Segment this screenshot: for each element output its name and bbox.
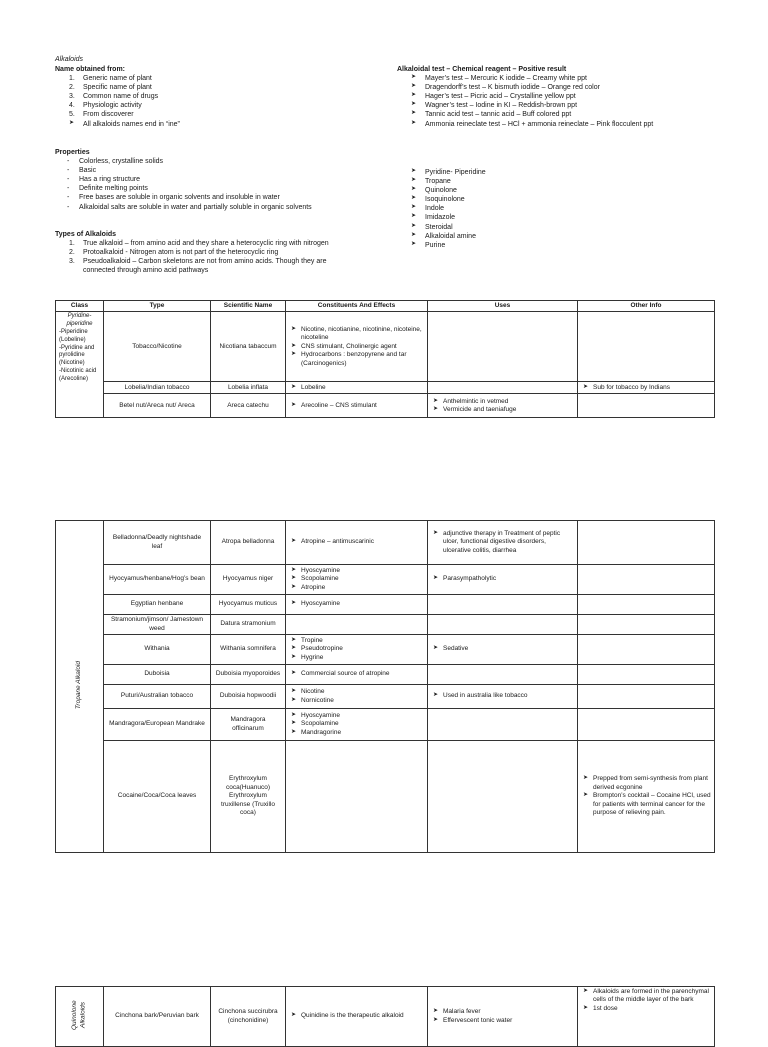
other-info-cell [578, 521, 715, 565]
list-item: ➤ Sub for tobacco by Indians [581, 384, 711, 392]
list-item: ➤ Quinolone [411, 186, 486, 195]
constituents-cell [286, 635, 428, 665]
list-item: ➤ Parasympatholytic [431, 575, 574, 583]
constituents-cell [286, 741, 428, 853]
constituents-list [289, 712, 424, 737]
class-title: Pyridine-piperidine [66, 313, 93, 328]
item-text: Specific name of plant [83, 84, 152, 92]
table-row [56, 382, 715, 394]
uses-cell [428, 615, 578, 635]
list-item: ➤ Lobeline [289, 384, 424, 392]
scientific-name-cell: Cinchona succirubra (cinchonidine) [211, 987, 286, 1047]
class-cell [56, 312, 104, 418]
table-row [56, 394, 715, 418]
list-item: ➤ adjunctive therapy in Treatment of peptic ulcer, functional digestive disorders, ulcerative colitis, diarrhea [431, 530, 574, 555]
uses-cell [428, 565, 578, 595]
list-item: ➤ Nornicotine [289, 697, 424, 705]
other-info-cell [578, 709, 715, 741]
list-item: ➤ Pyridine- Piperidine [411, 168, 486, 177]
scientific-name-cell: Hyocyamus muticus [211, 595, 286, 615]
uses-cell [428, 312, 578, 382]
properties-section-heading: Properties [55, 149, 90, 156]
list-item [69, 101, 355, 110]
tests-section [397, 65, 737, 129]
constituents-cell [286, 521, 428, 565]
class-cell [56, 987, 104, 1047]
constituents-list [289, 567, 424, 592]
uses-cell [428, 394, 578, 418]
constituents-list [289, 688, 424, 705]
list-item [69, 248, 385, 257]
list-item: ➤ Isoquinolone [411, 195, 486, 204]
class-label: Tropane Alkaloid [75, 660, 83, 709]
uses-cell [428, 595, 578, 615]
list-item [69, 83, 355, 92]
name-section [55, 65, 355, 129]
constituents-list [289, 600, 424, 608]
constituents-cell [286, 595, 428, 615]
list-item: ➤ Tannic acid test – tannic acid – Buff colored ppt [411, 110, 737, 119]
scientific-name-cell: Nicotiana tabaccum [211, 312, 286, 382]
class-subtype: -Piperidine (Lobeline) [59, 329, 88, 343]
list-item [69, 110, 355, 119]
uses-list [431, 645, 574, 653]
list-item: ➤ Alkaloids are formed in the parenchymal cells of the middle layer of the bark [581, 988, 711, 1005]
uses-list [431, 398, 574, 415]
list-item: ➤ Scopolamine [289, 575, 424, 583]
scientific-name-cell: Hyocyamus niger [211, 565, 286, 595]
table-row [56, 987, 715, 1047]
item-number: 4. [69, 102, 75, 110]
other-info-cell [578, 565, 715, 595]
constituents-cell [286, 382, 428, 394]
item-number: 2. [69, 249, 75, 257]
scientific-name-cell: Mandragora officinarum [211, 709, 286, 741]
table-row [56, 635, 715, 665]
other-info-cell [578, 382, 715, 394]
uses-list [431, 1008, 574, 1025]
alkaloid-classes-list [411, 168, 486, 250]
type-cell: Cocaine/Coca/Coca leaves [104, 741, 211, 853]
list-item [69, 239, 385, 248]
type-cell: Puturi/Australian tobacco [104, 685, 211, 709]
item-text: Physiologic activity [83, 102, 142, 110]
column-header: Other Info [578, 301, 715, 312]
list-item [69, 120, 355, 129]
type-cell: Withania [104, 635, 211, 665]
list-item: ➤ Hyoscyamine [289, 600, 424, 608]
item-number: 1. [69, 75, 75, 83]
list-item: ➤ Anthelmintic in vetmed [431, 398, 574, 406]
list-item: ➤ Purine [411, 241, 486, 250]
uses-cell [428, 685, 578, 709]
item-number: 3. [69, 258, 75, 266]
table-row [56, 615, 715, 635]
other-info-list [581, 384, 711, 392]
item-text: Common name of drugs [83, 93, 159, 101]
item-text: True alkaloid – from amino acid and they share a heterocyclic ring with nitrogen [83, 240, 329, 248]
list-item: ➤ Nicotine [289, 688, 424, 696]
constituents-cell [286, 685, 428, 709]
column-header: Constituents And Effects [286, 301, 428, 312]
other-info-cell [578, 635, 715, 665]
list-item: ➤ Nicotine, nicotianine, nicotinine, nicoteine, nicoteline [289, 326, 424, 343]
list-item: ➤ Atropine – antimuscarinic [289, 538, 424, 546]
list-item: ➤ Effervescent tonic water [431, 1017, 574, 1025]
class-subtype: -Nicotinic acid (Arecoline) [59, 368, 97, 382]
quinolone-table [55, 986, 715, 1047]
tests-section-heading: Alkaloidal test – Chemical reagent – Positive result [397, 66, 567, 73]
table-row [56, 521, 715, 565]
constituents-list [289, 326, 424, 368]
list-item: ➤ Hygrine [289, 654, 424, 662]
list-item: ➤ Alkaloidal amine [411, 232, 486, 241]
tests-list [411, 74, 737, 129]
list-item: ➤ Commercial source of atropine [289, 670, 424, 678]
table-row [56, 312, 715, 382]
constituents-list [289, 670, 424, 678]
scientific-name-cell: Withania somnifera [211, 635, 286, 665]
type-cell: Cinchona bark/Peruvian bark [104, 987, 211, 1047]
scientific-name-cell: Duboisia myoporoides [211, 665, 286, 685]
list-item: - Alkaloidal salts are soluble in water and partially soluble in organic solvents [65, 203, 385, 212]
tropane-table [55, 520, 715, 853]
list-item: ➤ Brompton’s cocktail – Cocaine HCl, used for patients with terminal cancer for the purpose of relieving pain. [581, 792, 711, 817]
item-text: Pseudoalkaloid – Carbon skeletons are not from amino acids. Though they are [83, 258, 327, 266]
uses-cell [428, 665, 578, 685]
column-header: Scientific Name [211, 301, 286, 312]
item-number: 2. [69, 84, 75, 92]
table-row [56, 685, 715, 709]
constituents-cell [286, 394, 428, 418]
arrow-icon: ➤ [69, 119, 75, 126]
scientific-name-cell: Datura stramonium [211, 615, 286, 635]
column-header: Class [56, 301, 104, 312]
scientific-name-cell: Areca catechu [211, 394, 286, 418]
list-item: ➤ Hyoscyamine [289, 567, 424, 575]
list-item: - Basic [65, 166, 385, 175]
list-item: ➤ Pseudotropine [289, 645, 424, 653]
types-section [55, 230, 385, 275]
list-item: - Colorless, crystalline solids [65, 157, 385, 166]
uses-list [431, 575, 574, 583]
constituents-list [289, 637, 424, 662]
list-item: ➤ Quinidine is the therapeutic alkaloid [289, 1012, 424, 1020]
document-title: Alkaloids [55, 56, 84, 63]
uses-cell [428, 709, 578, 741]
constituents-list [289, 1012, 424, 1020]
uses-cell [428, 382, 578, 394]
table-row [56, 709, 715, 741]
list-item: ➤ CNS stimulant, Cholinergic agent [289, 343, 424, 351]
other-info-cell [578, 394, 715, 418]
scientific-name-cell: Lobelia inflata [211, 382, 286, 394]
uses-cell [428, 987, 578, 1047]
list-item: ➤ Atropine [289, 584, 424, 592]
item-text: All alkaloids names end in “ine” [83, 120, 180, 128]
type-cell: Belladonna/Deadly nightshade leaf [104, 521, 211, 565]
item-text: From discoverer [83, 111, 134, 119]
list-item: ➤ Ammonia reineclate test – HCl + ammonia reineclate – Pink flocculent ppt [411, 120, 737, 129]
other-info-cell [578, 987, 715, 1047]
type-cell: Tobacco/Nicotine [104, 312, 211, 382]
other-info-cell [578, 615, 715, 635]
properties-list [65, 157, 385, 212]
uses-list [431, 692, 574, 700]
other-info-list [581, 775, 711, 817]
type-cell: Duboisia [104, 665, 211, 685]
constituents-cell [286, 565, 428, 595]
item-text: Protoalkaloid - Nitrogen atom is not part of the heterocyclic ring [83, 249, 279, 257]
type-cell: Stramonium/jimson/ Jamestown weed [104, 615, 211, 635]
constituents-list [289, 384, 424, 392]
list-item: ➤ Prepped from semi-synthesis from plant derived ecgonine [581, 775, 711, 792]
other-info-cell [578, 741, 715, 853]
list-item [69, 257, 385, 275]
list-item: ➤ Sedative [431, 645, 574, 653]
list-item: ➤ Hager’s test – Picric acid – Crystalline yellow ppt [411, 92, 737, 101]
constituents-cell [286, 312, 428, 382]
table-row [56, 595, 715, 615]
list-item: ➤ 1st dose [581, 1005, 711, 1013]
type-cell: Mandragora/European Mandrake [104, 709, 211, 741]
name-section-heading: Name obtained from: [55, 66, 126, 73]
constituents-cell [286, 709, 428, 741]
list-item: ➤ Indole [411, 204, 486, 213]
scientific-name-cell: Atropa belladonna [211, 521, 286, 565]
uses-cell [428, 741, 578, 853]
constituents-list [289, 402, 424, 410]
type-cell: Betel nut/Areca nut/ Areca [104, 394, 211, 418]
list-item [69, 74, 355, 83]
list-item: ➤ Hydrocarbons : benzopyrene and tar (Carcinogenics) [289, 351, 424, 368]
list-item: ➤ Tropine [289, 637, 424, 645]
other-info-cell [578, 312, 715, 382]
name-list [69, 74, 355, 129]
item-text: connected through amino acid pathways [83, 267, 209, 275]
list-item: ➤ Dragendorff’s test – K bismuth iodide – Orange red color [411, 83, 737, 92]
uses-cell [428, 521, 578, 565]
constituents-list [289, 538, 424, 546]
list-item: ➤ Hyoscyamine [289, 712, 424, 720]
list-item [69, 92, 355, 101]
list-item: ➤ Wagner’s test – Iodine in KI – Reddish-brown ppt [411, 101, 737, 110]
table-row [56, 565, 715, 595]
other-info-list [581, 988, 711, 1013]
list-item: ➤ Used in australia like tobacco [431, 692, 574, 700]
list-item: ➤ Scopolamine [289, 720, 424, 728]
other-info-cell [578, 665, 715, 685]
table-row [56, 741, 715, 853]
pyridine-table [55, 300, 715, 418]
constituents-cell [286, 987, 428, 1047]
item-number: 5. [69, 111, 75, 119]
item-text: Generic name of plant [83, 75, 152, 83]
constituents-cell [286, 665, 428, 685]
list-item: ➤ Mayer’s test – Mercuric K iodide – Creamy white ppt [411, 74, 737, 83]
uses-cell [428, 635, 578, 665]
types-list [69, 239, 385, 275]
class-label: Quinolone Alkaloids [71, 999, 87, 1030]
list-item: - Definite melting points [65, 184, 385, 193]
other-info-cell [578, 685, 715, 709]
list-item: ➤ Tropane [411, 177, 486, 186]
list-item: ➤ Imidazole [411, 213, 486, 222]
column-header: Uses [428, 301, 578, 312]
constituents-cell [286, 615, 428, 635]
scientific-name-cell: Erythroxylum coca(Huanuco) Erythroxylum truxillense (Truxillo coca) [211, 741, 286, 853]
item-number: 1. [69, 240, 75, 248]
types-section-heading: Types of Alkaloids [55, 231, 117, 238]
list-item: ➤ Malaria fever [431, 1008, 574, 1016]
list-item: - Has a ring structure [65, 175, 385, 184]
class-subtype: -Pyridine and pyrolidine (Nicotine) [59, 344, 95, 367]
list-item: - Free bases are soluble in organic solvents and insoluble in water [65, 193, 385, 202]
list-item: ➤ Arecoline – CNS stimulant [289, 402, 424, 410]
table-row [56, 665, 715, 685]
scientific-name-cell: Duboisia hopwoodii [211, 685, 286, 709]
table-header-row [56, 301, 715, 312]
column-header: Type [104, 301, 211, 312]
type-cell: Lobelia/Indian tobacco [104, 382, 211, 394]
list-item: ➤ Steroidal [411, 223, 486, 232]
item-number: 3. [69, 93, 75, 101]
uses-list [431, 530, 574, 555]
list-item: ➤ Vermicide and taeniafuge [431, 406, 574, 414]
class-cell [56, 521, 104, 853]
type-cell: Egyptian henbane [104, 595, 211, 615]
properties-section [55, 148, 385, 212]
list-item: ➤ Mandragorine [289, 729, 424, 737]
other-info-cell [578, 595, 715, 615]
type-cell: Hyocyamus/henbane/Hog’s bean [104, 565, 211, 595]
